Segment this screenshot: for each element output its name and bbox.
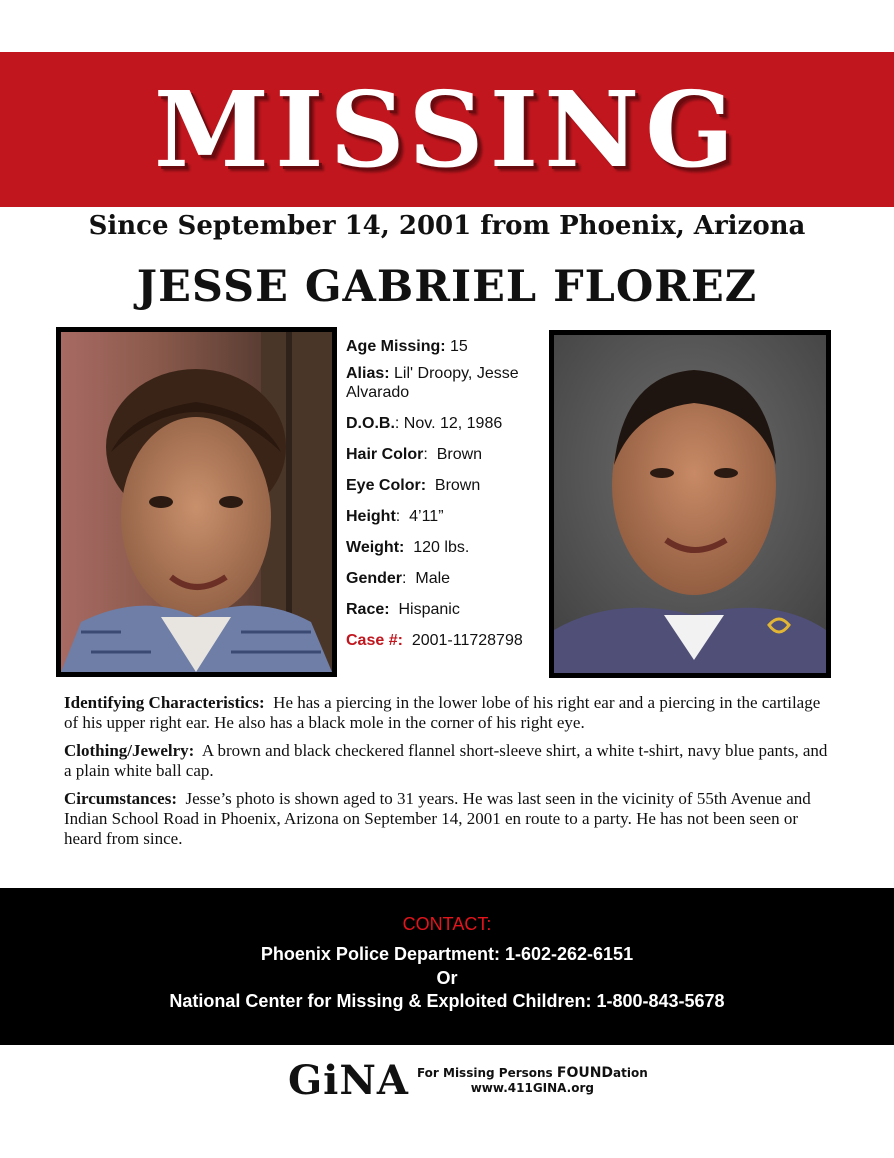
detail-gender: Gender: Male: [346, 570, 451, 587]
gina-url: www.411GINA.org: [470, 1081, 594, 1095]
detail-alias: Alias: Lil' Droopy, Jesse Alvarado: [346, 365, 519, 401]
detail-hair: Hair Color: Brown: [346, 446, 483, 463]
gina-footer: [288, 1058, 648, 1104]
person-name: JESSE GABRIEL FLOREZ: [136, 262, 758, 312]
detail-eye: Eye Color: Brown: [346, 477, 481, 494]
contact-ncmec: National Center for Missing & Exploited Children: 1-800-843-5678: [169, 991, 725, 1011]
contact-heading: CONTACT:: [402, 914, 492, 934]
detail-age: Age Missing: 15: [346, 338, 468, 355]
detail-weight: Weight: 120 lbs.: [346, 539, 470, 556]
missing-title: MISSING: [153, 67, 741, 191]
detail-height: Height: 4’11”: [346, 508, 444, 525]
detail-case-number: Case #: 2001-11728798: [346, 632, 523, 649]
identifying-characteristics: Identifying Characteristics: He has a piercing in the lower lobe of his right ear and a piercing in the cartilage of his upper right ear. He also has a black mole in the corner of his right eye.: [64, 693, 821, 732]
missing-banner: [0, 52, 894, 207]
contact-panel: [0, 888, 894, 1045]
contact-or: Or: [436, 968, 458, 988]
gina-tagline: For Missing Persons FOUNDation www.411GINA.org: [416, 1065, 648, 1095]
details-list: [346, 337, 546, 650]
child-portrait-image: [61, 332, 332, 672]
since-line: Since September 14, 2001 from Phoenix, Arizona: [88, 211, 806, 241]
detail-race: Race: Hispanic: [346, 601, 460, 618]
detail-dob: D.O.B.: Nov. 12, 1986: [346, 415, 503, 432]
description-section: [64, 693, 834, 857]
child-photo: [56, 327, 337, 677]
contact-police: Phoenix Police Department: 1-602-262-6151: [260, 944, 634, 964]
age-progressed-portrait-image: [554, 335, 826, 673]
gina-logo: GiNA: [288, 1057, 409, 1104]
clothing-jewelry: Clothing/Jewelry: A brown and black checkered flannel short-sleeve shirt, a white t-shirt, navy blue pants, and a plain white ball cap.: [64, 741, 828, 780]
circumstances: Circumstances: Jesse’s photo is shown aged to 31 years. He was last seen in the vicinity of 55th Avenue and Indian School Road in Phoenix, Arizona on September 14, 2001 en route to a party. He has not been seen or heard from since.: [64, 789, 811, 848]
age-progressed-photo: [549, 330, 831, 678]
